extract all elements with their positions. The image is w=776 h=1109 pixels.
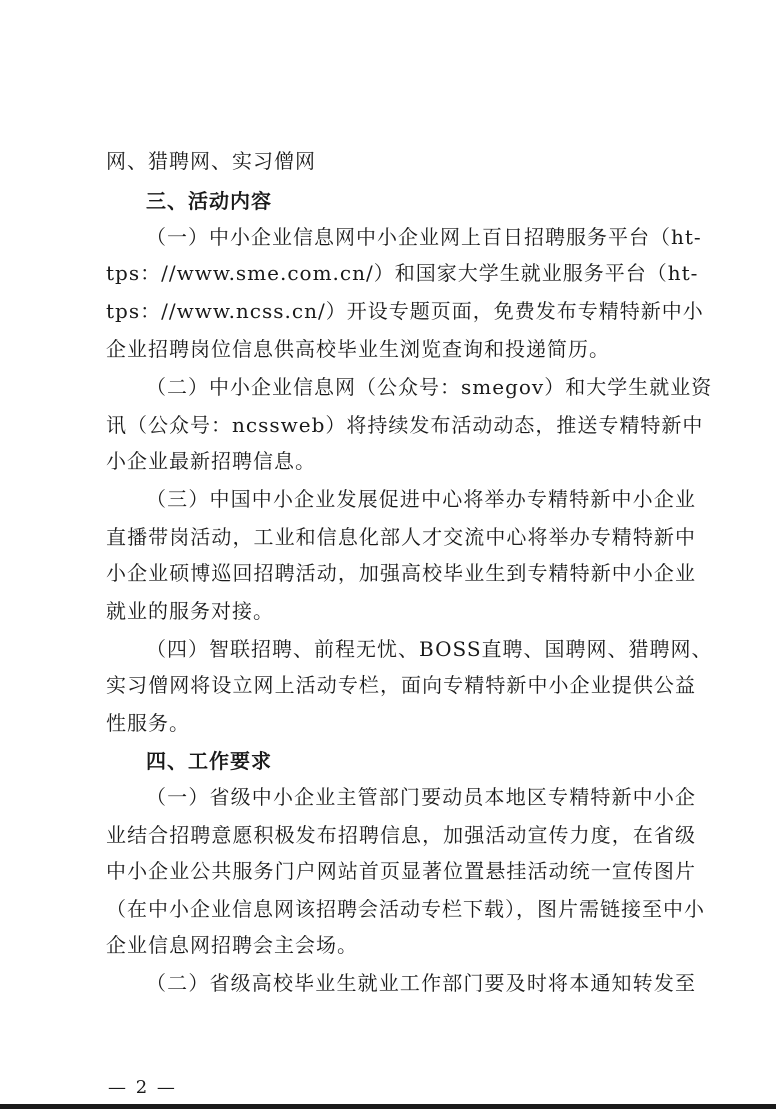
text-line: （二）中小企业信息网（公众号：smegov）和大学生就业资: [146, 375, 713, 399]
text-line: （一）中小企业信息网中小企业网上百日招聘服务平台（ht-: [146, 225, 702, 249]
text-line: 网、猎聘网、实习僧网: [106, 149, 316, 173]
section-heading: 三、活动内容: [146, 189, 272, 213]
text-line: 企业招聘岗位信息供高校毕业生浏览查询和投递简历。: [106, 337, 610, 361]
text-line: 企业信息网招聘会主会场。: [106, 933, 358, 957]
text-line: 小企业最新招聘信息。: [106, 449, 316, 473]
text-line: （四）智联招聘、前程无忧、BOSS直聘、国聘网、猎聘网、: [146, 637, 713, 661]
text-line: 直播带岗活动，工业和信息化部人才交流中心将举办专精特新中: [106, 525, 696, 549]
text-line: 小企业硕博巡回招聘活动，加强高校毕业生到专精特新中小企业: [106, 561, 696, 585]
text-line: （在中小企业信息网该招聘会活动专栏下载），图片需链接至中小: [106, 897, 705, 921]
text-line: 中小企业公共服务门户网站首页显著位置悬挂活动统一宣传图片: [106, 859, 696, 883]
text-line: （三）中国中小企业发展促进中心将举办专精特新中小企业: [146, 487, 696, 511]
page-number: — 2 —: [108, 1077, 177, 1098]
text-line: （一）省级中小企业主管部门要动员本地区专精特新中小企: [146, 785, 696, 809]
text-line: 实习僧网将设立网上活动专栏，面向专精特新中小企业提供公益: [106, 673, 696, 697]
text-line: 性服务。: [106, 711, 190, 735]
text-line: tps：//www.ncss.cn/）开设专题页面，免费发布专精特新中小: [106, 299, 704, 323]
scan-edge: [0, 1104, 776, 1109]
text-line: （二）省级高校毕业生就业工作部门要及时将本通知转发至: [146, 971, 696, 995]
text-line: 讯（公众号：ncssweb）将持续发布活动动态，推送专精特新中: [106, 413, 704, 437]
text-line: 就业的服务对接。: [106, 599, 274, 623]
section-heading: 四、工作要求: [146, 749, 272, 773]
text-line: tps：//www.sme.com.cn/）和国家大学生就业服务平台（ht-: [106, 261, 699, 285]
text-line: 业结合招聘意愿积极发布招聘信息，加强活动宣传力度，在省级: [106, 823, 696, 847]
